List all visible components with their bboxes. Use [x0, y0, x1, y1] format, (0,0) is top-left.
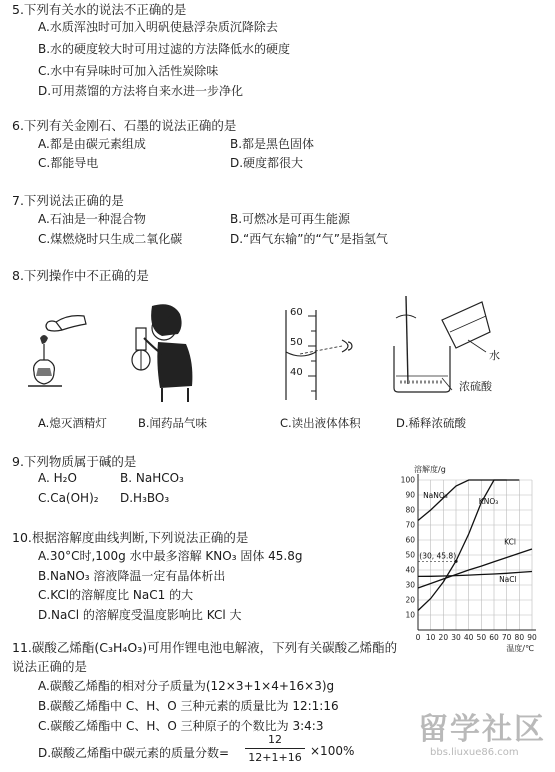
label-conc-acid: 浓硫酸	[459, 380, 492, 393]
q6-option-d: D.硬度都很大	[230, 156, 304, 170]
annotation-label: (30, 45.8)	[419, 551, 457, 561]
q7-option-d: D.“西气东输”的“气”是指氢气	[230, 232, 388, 246]
x-tick-label: 90	[527, 633, 537, 642]
q9-option-c: C.Ca(OH)₂	[38, 491, 99, 505]
q11-stem-line2: 说法正确的是	[12, 659, 88, 674]
q6-option-a: A.都是由碳元素组成	[38, 137, 146, 151]
q5-option-a: A.水质浑浊时可加入明矾使悬浮杂质沉降除去	[38, 20, 278, 34]
q9-option-d: D.H₃BO₃	[120, 491, 170, 505]
x-tick-label: 20	[438, 633, 449, 642]
q10-option-b: B.NaNO₃ 溶液降温一定有晶体析出	[38, 569, 226, 583]
q5-option-d: D.可用蒸馏的方法将自来水进一步净化	[38, 84, 244, 98]
q7-option-c: C.煤燃烧时只生成二氧化碳	[38, 232, 183, 246]
q6-option-b: B.都是黑色固体	[230, 137, 315, 151]
figure-read-cylinder	[268, 300, 368, 410]
q11-option-a: A.碳酸乙烯酯的相对分子质量为(12×3+1×4+16×3)g	[38, 679, 335, 693]
x-tick-label: 70	[501, 633, 512, 642]
q8-option-b: B.闻药品气味	[138, 416, 208, 430]
q7-option-a: A.石油是一种混合物	[38, 212, 146, 226]
q11-fraction-bar	[245, 748, 305, 749]
q9-stem: 9.下列物质属于碱的是	[12, 454, 137, 469]
y-tick-label: 30	[405, 580, 415, 590]
q10-option-a: A.30°C时,100g 水中最多溶解 KNO₃ 固体 45.8g	[38, 549, 303, 563]
y-tick-label: 10	[405, 610, 415, 620]
x-tick-label: 60	[489, 633, 499, 642]
series-label-0: NaNO₃	[423, 491, 448, 500]
x-tick-label: 40	[463, 633, 474, 642]
series-label-1: KNO₃	[478, 497, 499, 506]
y-tick-label: 40	[405, 565, 415, 575]
q10-stem: 10.根据溶解度曲线判断,下列说法正确的是	[12, 530, 249, 545]
label-water: 水	[489, 349, 500, 362]
q8-option-a: A.熄灭酒精灯	[38, 416, 107, 430]
solubility-chart	[392, 452, 550, 652]
x-tick-label: 0	[415, 633, 421, 642]
series-label-2: KCl	[504, 537, 516, 547]
q11-fraction-numerator: 12	[268, 733, 282, 746]
watermark-brand: 留学社区	[418, 712, 546, 747]
q11-option-d-suffix: ×100%	[310, 744, 355, 758]
y-tick-label: 70	[405, 520, 415, 530]
q11-option-b: B.碳酸乙烯酯中 C、H、O 三种元素的质量比为 12:1:16	[38, 699, 339, 713]
y-tick-label: 50	[405, 550, 415, 560]
y-tick-label: 90	[405, 490, 415, 500]
q7-option-b: B.可燃冰是可再生能源	[230, 212, 351, 226]
q10-option-d: D.NaCl 的溶解度受温度影响比 KCl 大	[38, 608, 242, 622]
figure-extinguish-lamp	[18, 302, 93, 407]
q9-option-a: A. H₂O	[38, 471, 77, 485]
q11-option-d-prefix: D.碳酸乙烯酯中碳元素的质量分数=	[38, 746, 230, 760]
x-tick-label: 10	[425, 633, 436, 642]
y-axis-label: 溶解度/g	[414, 465, 446, 474]
q8-option-c: C.读出液体体积	[280, 416, 361, 430]
q5-stem: 5.下列有关水的说法不正确的是	[12, 2, 187, 17]
series-label-3: NaCl	[499, 575, 517, 584]
cylinder-tick-50: 50	[290, 337, 303, 348]
y-tick-label: 100	[400, 475, 415, 485]
q5-option-c: C.水中有异味时可加入活性炭除味	[38, 64, 219, 78]
q6-option-c: C.都能导电	[38, 156, 99, 170]
y-tick-label: 20	[405, 595, 415, 605]
q6-stem: 6.下列有关金刚石、石墨的说法正确的是	[12, 118, 237, 133]
q5-option-b: B.水的硬度较大时可用过滤的方法降低水的硬度	[38, 42, 291, 56]
figure-smell-chemical	[122, 302, 202, 407]
q8-stem: 8.下列操作中不正确的是	[12, 268, 149, 283]
q11-stem-line1: 11.碳酸乙烯酯(C₃H₄O₃)可用作锂电池电解液，下列有关碳酸乙烯酯的	[12, 640, 398, 655]
cylinder-tick-40: 40	[290, 367, 303, 378]
q10-option-c: C.KCl的溶解度比 NaC1 的大	[38, 588, 194, 602]
y-tick-label: 80	[405, 505, 415, 515]
q9-option-b: B. NaHCO₃	[120, 471, 184, 485]
x-tick-label: 80	[514, 633, 525, 642]
y-tick-label: 60	[405, 535, 415, 545]
watermark-url: bbs.liuxue86.com	[430, 747, 519, 758]
cylinder-tick-60: 60	[290, 307, 303, 318]
x-tick-label: 50	[476, 633, 487, 642]
q8-option-d: D.稀释浓硫酸	[396, 416, 467, 430]
q11-fraction-denominator: 12+1+16	[248, 751, 302, 764]
x-tick-label: 30	[451, 633, 461, 642]
q7-stem: 7.下列说法正确的是	[12, 193, 124, 208]
x-axis-label: 温度/℃	[506, 644, 534, 652]
q11-option-c: C.碳酸乙烯酯中 C、H、O 三种原子的个数比为 3:4:3	[38, 719, 324, 733]
